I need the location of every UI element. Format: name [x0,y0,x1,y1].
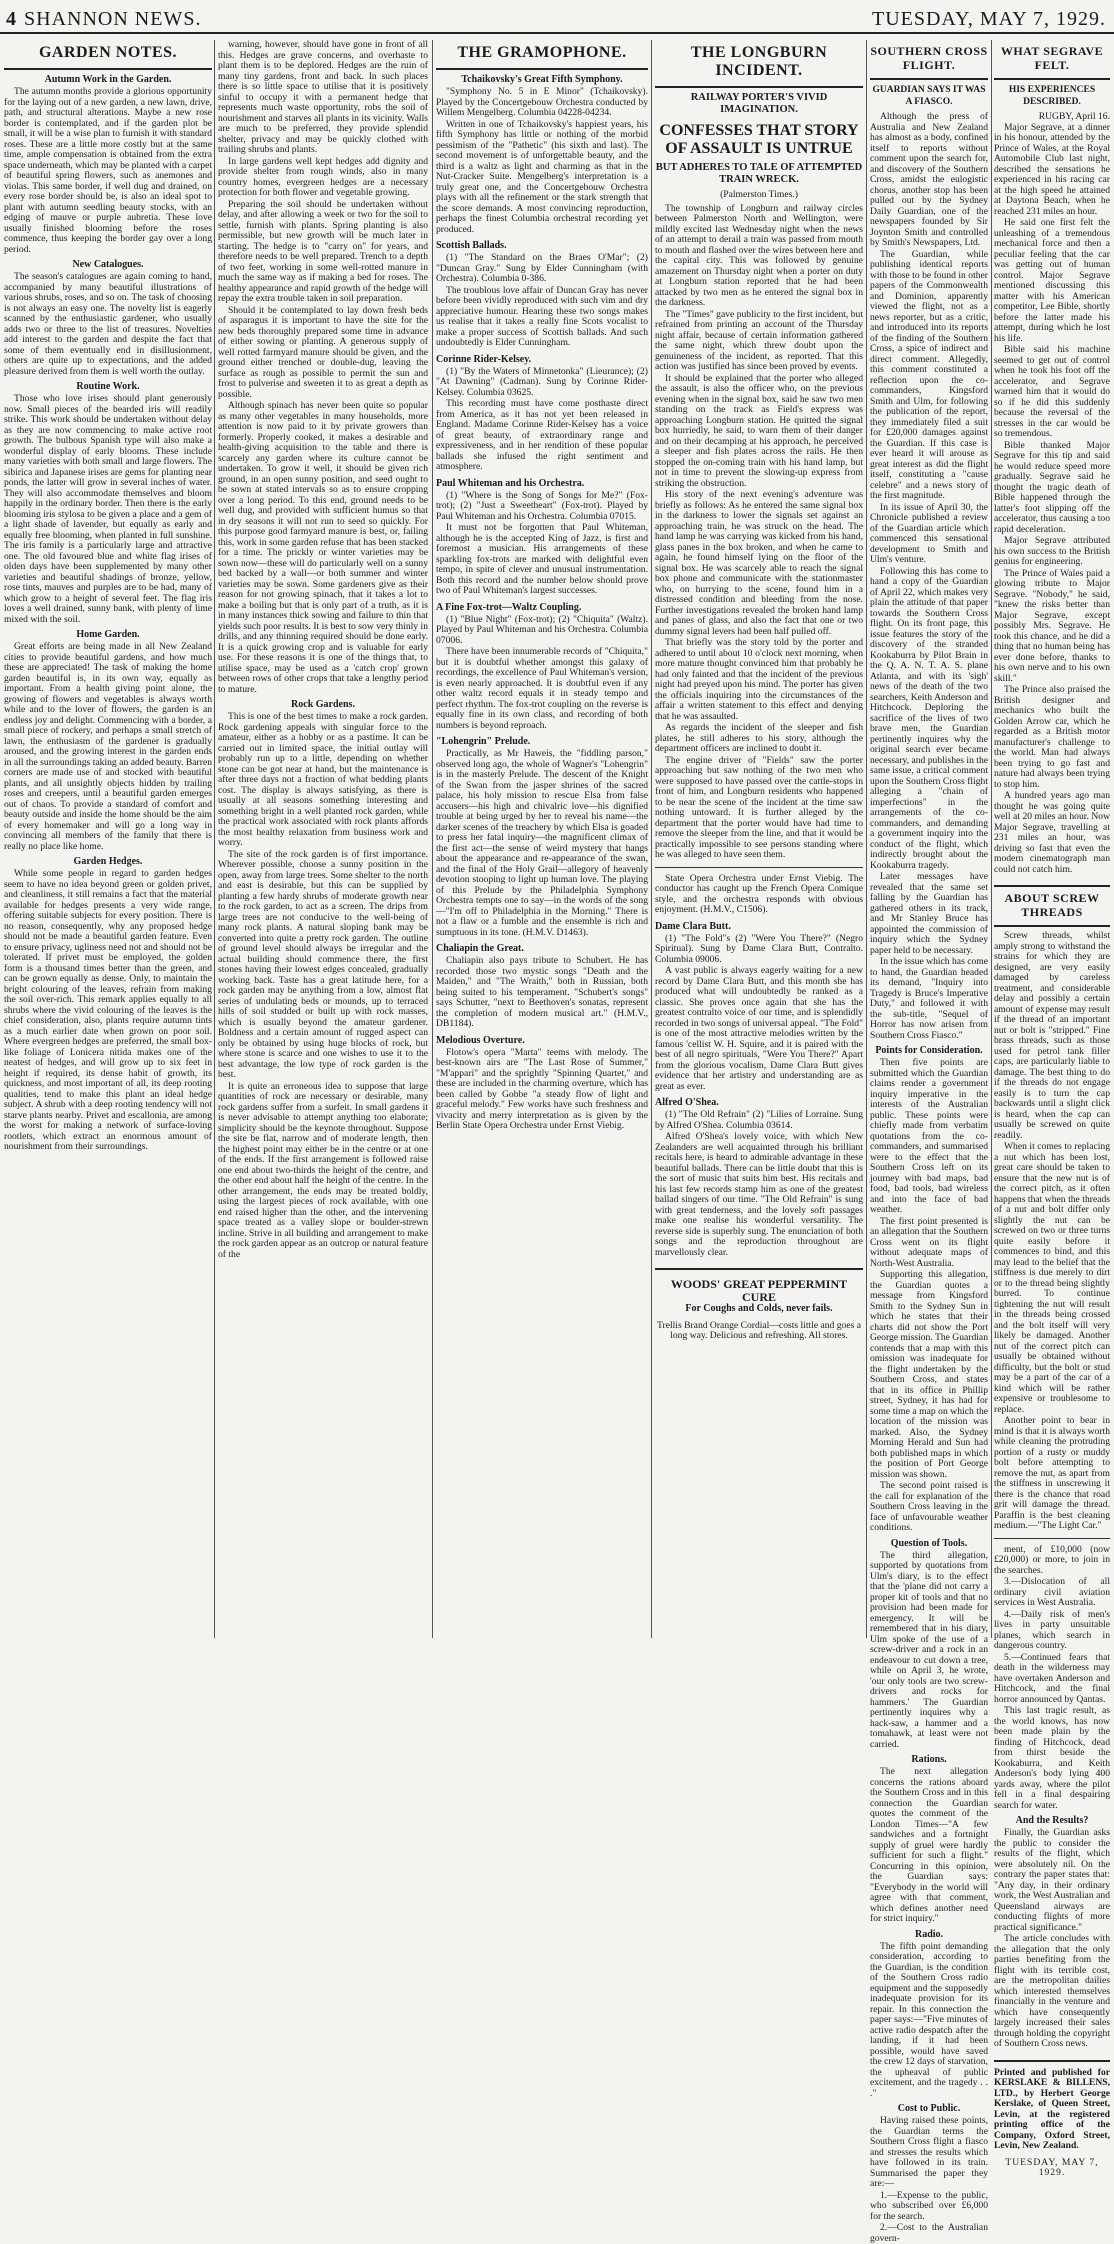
paragraph: (1) "Blue Night" (Fox-trot); (2) "Chiquita" (Waltz). Played by Paul Whiteman and his Orchestra. Columbia 07006. [436,613,648,646]
page-number: 4 [6,8,16,30]
subheading: Chaliapin the Great. [436,943,524,954]
paragraph: (1) "The Old Refrain" (2) "Lilies of Lorraine. Sung by Alfred O'Shea. Columbia 03614. [655,1109,863,1131]
column-rule [214,40,215,1638]
paragraph: Supporting this allegation, the Guardian quotes a message from Kingsford Smith to the Sydney Sun in which he states that their charts did not show the Port George mission. The Guardian contends that a map with this omission was inadequate for the flight undertaken by the Southern Cross, and states that in its office in Phillip street, Sydney, it has had for some time a map on which the location of the mission was marked. Also, the Sydney Morning Herald and Sun had both published maps in which the position of Port George mission was shown. [870,1269,988,1480]
imprint [994,2060,1110,2179]
paragraph: Although the press of Australia and New Zealand has almost as a body, confined itself to reports without comment upon the search for, and discovery of the Southern Cross, amidst the eulogistic chorus, another stop has been pulled out by the Sydney Daily Guardian, one of the newspapers founded by Sir Joynton Smith and controlled by Smith's Newspapers, Ltd. [870,111,988,248]
paragraph: It is quite an erroneous idea to suppose that large quantities of rock are necessary or desirable, many rock gardens suffer from a surfeit. In small gardens it is never advisable to attempt anything too elaborate; simplicity should be the keynote throughout. Suppose the site be flat, narrow and of moderate length, then the highest point may either be in the centre or at one of the ends. If the first arrangement is followed raise one end about two-thirds the height of the centre, and the other end about half the height of the centre. In the other arrangement, the ends may be treated boldly, using the largest pieces of rock available, with one end raised higher than the other, and the intervening space treated as a valley slope or boulder-strewn incline. Strive in all building and arrangement to make the rock garden appear as an outcrop or natural feature of the [218,1080,428,1260]
subheading: A Fine Fox-trot—Waltz Coupling. [436,601,582,613]
paragraph: Preparing the soil should be undertaken without delay, and after allowing a week or two for the soil to settle, furnish with plants. Spring planting is also permissible, but new growth will be much later in starting. The hedge is to "carry on" for years, and therefore needs to be well prepared. Trench to a depth of two feet, working in some well-rotted manure in much the same way as if making a bed for roses. The healthy appearance and rapid growth of the hedge will repay the extra trouble taken in soil preparation. [218,198,428,304]
longburn-column [655,40,863,1638]
paragraph: There have been innumerable records of "Chiquita," but it is doubtful whether amongst this galaxy of recordings, the excellence of Paul Whiteman's version, is even nearly approached. It is doubtful even if any other waltz record equals it in steady tempo and perfect rhythm. The fox-trot coupling on the reverse is equally fine in its own class, and recording of both numbers is beyond reproach. [436,646,648,731]
paragraph: The site of the rock garden is of first importance. Wherever possible, choose a sunny position in the open, away from large trees. Some shelter to the north and east is desirable, but this can be supplied by planting a few hardy shrubs of moderate growth near to the rock garden, to act as a screen. The drips from large trees are not conducive to the well-being of many rock plants. A natural sloping bank may be converted into quite a pretty rock garden. The outline of ground level should always be irregular and the actual building should commence there, the first stones having their lowest edges concealed, gradually working back. Taste has a great latitude here, for a rock garden may be anything from a low, almost flat series of undulating beds or mounds, up to terraced hills of soil studded or built up with rock masses, which is usually beyond the amateur gardener. Boldness and a certain amount of rugged aspect can only be obtained by using huge blocks of rock, but where stone is scarce and one wishes to use it to the best advantage, the low type of rock garden is the best. [218,848,428,1080]
screw-threads-heading: ABOUT SCREW THREADS [994,887,1110,927]
paragraph: Bible said his machine seemed to get out of control when he took his foot off the accelerator, and Segrave warned him that it would do so if he did this suddenly because the reversal of the stresses in the car would be so tremendous. [994,344,1110,439]
paragraph: (1) "By the Waters of Minnetonka" (Lieurance); (2) "At Dawning" (Cadman). Sung by Corinne Rider-Kelsey. Columbia 03625. [436,365,648,398]
paragraph: This recording must have come posthaste direct from America, as it has not yet been released in England. Madame Corinne Rider-Kelsey has a voice of great beauty, of extraordinary range and expressiveness, and in her rendition of these popular ballads she infused the right sentiment and atmosphere. [436,398,648,472]
paragraph: When it comes to replacing a nut which has been lost, great care should be taken to ensure that the new nut is of the correct pitch, as it often happens that when the threads of a nut and bolt differ only slightly the nut can be screwed on two or three turns quite easily before it commences to bind, and this may lead to the belief that the stiffness is due merely to dirt or to the thread being slightly burred. To continue tightening the nut will result in the threads being crossed and the bolt itself will very likely be damaged. Another nut of the correct pitch can usually be obtained without difficulty, but the bolt or stud may be a part of the car of a kind which will be rather expensive or troublesome to replace. [994,1141,1110,1415]
paragraph: 1.—Expense to the public, who subscribed over £6,000 for the search. [870,2189,988,2222]
paragraph: In large gardens well kept hedges add dignity and provide shelter from rough winds, also in many country homes, evergreen hedges are a necessary protection for both flower and vegetable growing. [218,155,428,198]
paragraph: Finally, the Guardian asks the public to consider the results of the flight, which were absolutely nil. On the contrary the paper states that: "Any day, in their ordinary work, the West Australian and Queensland airways are conducting flights of more practical significance." [994,1827,1110,1933]
subheading: Rock Gardens. [291,699,355,710]
paragraph: His story of the next evening's adventure was briefly as follows: As he entered the same signal box in the darkness to lower the signals set against an approaching train, he was struck on the head. The hand lamp he was carrying was kicked from his hand, glass panes in the box broken, and when he came to again, he found himself lying on the floor of the signal box. He was scarcely able to reach the signal box phone and communicate with the stationmaster who, on hurrying to the scene, found him in a distressed condition and bleeding from the nose. Further investigations revealed the broken hand lamp and panes of glass, and also the fact that one or two dummy signal levers had been half pulled off. [655,489,863,637]
paragraph: In its issue of April 30, the Chronicle published a review of the Guardian article which commenced this sensational development to Smith and Ulm's venture. [870,501,988,565]
column-rule [651,40,652,1638]
imprint-text: Printed and published for KERSLAKE & BILLENS, LTD., by Herbert George Kerslake, of Queen Street, Levin, at the registered printing office of the Company, Oxford Street, Levin, New Zealand. [994,2066,1110,2151]
divider [994,1538,1110,1539]
headline: CONFESSES THAT STORY OF ASSAULT IS UNTRUE [659,122,859,157]
paragraph: The fifth point demanding consideration, according to the Guardian, is the condition of the Southern Cross radio equipment and the supposedly inadequate provision for its repair. In this connection the paper says:—"Five minutes of active radio despatch after the landing, if it had been possible, would have saved the crew 12 days of starvation, the upheaval of public excitement, and the tragedy . . ." [870,1940,988,2099]
paragraph: The second point raised is the call for explanation of the Southern Cross leaving in the face of unfavourable weather conditions. [870,1480,988,1533]
paragraph: The next allegation concerns the rations aboard the Southern Cross and in this connection the Guardian quotes the comment of the London Times—"A few sandwiches and a fortnight supply of gruel were hardly sufficient for such a flight." Concurring in this opinion, the Guardian says: "Everybody in the world will agree with that comment, which defines another need for strict inquiry." [870,1766,988,1924]
paragraph: Later messages have revealed that the same set falling by the Guardian has gathered others in its track, and Mr Stanley Bruce has appointed the commission of inquiry which the Sydney paper held to be necessary. [870,871,988,956]
paragraph: The autumn months provide a glorious opportunity for the laying out of a new garden, a new lawn, drive, path, and structural alterations. Maybe a new rose border is contemplated, and if the garden plot be small, it will be a wise plan to furnish it with standard roses. These are a little more costly but at the same time, ample compensation is obtained from the extra space underneath, which may be planted with a carpet of beautiful spring flowers, such as anemones and violas. This same border, if well dug and drained, on every rose border should be, is also an ideal spot to plant with autumn seedling beauty stocks, with an edging of mauve or purple aubretia. These love usually finished blooming before the roses commence, thus keeping the border gay over a long period. [4,86,212,255]
paragraph: (1) "The Fold"s (2) "Were You There?" (Negro Spiritual). Sung by Dame Clara Butt, Contralto. Columbia 09006. [655,932,863,965]
subheading: Scottish Ballads. [436,240,507,251]
subheading: Question of Tools. [890,1537,968,1549]
issue-date: TUESDAY, MAY 7, 1929. [871,8,1106,30]
subheading: Corinne Rider-Kelsey. [436,353,532,365]
subheading: Points for Consideration. [875,1045,983,1056]
subheading: Autumn Work in the Garden. [44,74,172,85]
subheading: Melodious Overture. [436,1034,525,1046]
paragraph: Major Segrave attributed his own success to the British genius for engineering. [994,535,1110,567]
paragraph: As regards the incident of the sleeper and fish plates, he still adheres to his story, although the department officers are inclined to doubt it. [655,722,863,754]
paragraph: (1) "The Standard on the Braes O'Mar"; (2) "Duncan Gray." Sung by Elder Cunningham (with Orchestra). Columbia 0-386. [436,252,648,284]
masthead [0,0,1114,34]
paragraph: This last tragic result, as the world knows, has now been made plain by the finding of Hitchcock, dead from thirst beside the Kookaburra, and Keith Anderson's body lying 400 yards away, where the pilot fell in a final despairing search for water. [994,1705,1110,1811]
paragraph: This is one of the best times to make a rock garden. Rock gardening appeals with singular force to the amateur, either as a hobby or as a pastime. It can be carried out in limited space, the initial outlay will probably run up to a little, depending on whether stone can be got near at hand, but the maintenance is after three days not a fraction of what bedding plants cost. The display is always satisfying, as there is usually at all seasons something interesting and something bright in a well planted rock garden, while the practical work associated with rock plants affords the most healthy relaxation from business work and worry. [218,711,428,848]
imprint-date: TUESDAY, MAY 7, 1929. [1005,2156,1099,2178]
paragraph: Should it be contemplated to lay down fresh beds of asparagus it is important to have the site for the new beds thoroughly prepared some time in advance of either sowing or planting. A generous supply of well rotted farmyard manure should be given, and the ground either trenched or double-dug, leaving the surface as rough as possible to permit the sun and frost to pulverise and sweeten it to as great a depth as possible. [218,304,428,400]
subheading: RAILWAY PORTER'S VIVID IMAGINATION. [690,92,828,115]
subheading: Paul Whiteman and his Orchestra. [436,477,585,489]
paragraph: He said one first felt the unleashing of a tremendous mechanical force and then a peculiar feeling that the car was getting out of human control. Major Segrave mentioned discussing this matter with his American competitor, Lee Bible, shortly before the latter made his attempt, during which he lost his life. [994,217,1110,344]
paragraph: The season's catalogues are again coming to hand, accompanied by many beautiful illustrations of various shrubs, roses, and so on. The task of choosing is not always an easy one. The novelty list is eagerly scanned by the enthusiastic gardener, who usually adds two or three to the list of treasures. Novelties add interest to the garden and despite the fact that some of them eventually end in disillusionment, others are quite up to expectations, and the added pleasure derived from them is well worth the outlay. [4,271,212,377]
dateline: (Palmerston Times.) [720,189,798,200]
column-rule [866,40,867,1638]
subheading: "Lohengrin" Prelude. [436,736,531,747]
ad-body: Trellis Brand Orange Cordial—costs little and goes a long way. Delicious and refreshing. All stores. [656,1319,861,1341]
paragraph: Following this has come to hand a copy of the Guardian of April 22, which makes very plain the attitude of that paper towards the Southern Cross flight. On its front page, this issue features the story of the discovery of the stranded Kookaburra by Pilot Brain in the Q. A. N. T. A. S. plane Atlanta, and with its 'sigh' news of the death of the two searchers, Keith Anderson and Hitchcock. Deploring the sacrifice of the lives of two brave men, the Guardian pertinently inquires why the original search ever became necessary, and publishes in the same issue, a critical comment upon the Southern Cross flight alleging a "chain of imperfections" in the arrangements of the co-commanders, and demanding a government inquiry into the conduct of the flight, which indirectly brought about the Kookaburra tragedy. [870,565,988,871]
subheading: New Catalogues. [72,259,144,270]
gramophone-heading: THE GRAMOPHONE. [436,40,648,70]
paragraph: The third allegation, supported by quotations from Ulm's diary, is to the effect that the 'plane did not carry a proper kit of tools and that no provision had been made for emergency. It will be remembered that in his diary, Ulm spoke of the use of a screw-driver and a rock in an endeavour to cut down a tree, while on April 3, he wrote, 'our only tools are two screw-drivers and rocks for hammers.' The Guardian pertinently inquires why a hack-saw, a hammer and a tomahawk, at least were not carried. [870,1549,988,1750]
dateline: RUGBY, April 16. [1038,111,1110,122]
paragraph: Flotow's opera "Marta" teems with melody. The best-known airs are "The Last Rose of Summer," "M'appari" and the sprightly "Spinning Quartet," and these are included in the charming overture, which has been called by Gobbe "a steady flow of light and graceful melody." Few works have such freshness and vivacity and merry interpretation as is given by the Berlin State Opera Orchestra under Ernst Viebig. [436,1046,648,1131]
paragraph: The first point presented is an allegation that the Southern Cross went on its flight without adequate maps of North-West Australia. [870,1215,988,1269]
paragraph: Alfred O'Shea's lovely voice, with which New Zealanders are well acquainted through his brilliant recitals here, is heard to admirable advantage in these beautiful ballads. There can be little doubt that this is the sort of music that suits him best. His recitals and his last few records stamp him as one of the greatest ballad singers of our time. "The Old Refrain" is sung with great tenderness, and the lovely soft passages make one realise his wonderful versatility. The reverse side is superbly sung. The enunciation of both songs and the reproduction throughout are marvellously clear. [655,1131,863,1258]
paragraph: A vast public is always eagerly waiting for a new record by Dame Clara Butt, and this month she has produced what will undoubtedly be ranked as a classic. She proves once again that she has the greatest contralto voice of our time, and is splendidly recorded in two songs of universal appeal. "The Fold" is one of the most attractive melodies written by the famous 'cellist W. H. Squire, and it is paired with the best of all negro spirituals, "Were You There?" Apart from the glorious vocalism, Dame Clara Butt gives evidence that her artistry and understanding are as great as ever. [655,965,863,1092]
subheading: BUT ADHERES TO TALE OF ATTEMPTED TRAIN WRECK. [655,162,863,185]
paragraph: A hundred years ago man thought he was going quite well at 20 miles an hour. Now Major Segrave, travelling at 231 miles an hour, was driving so fast that even the modern cinematograph man could not catch him. [994,790,1110,875]
paragraph: (1) "Where is the Song of Songs for Me?" (Fox-trot); (2) "Just a Sweetheart" (Fox-trot). Played by Paul Whiteman and his Orchestra. Columbia 07015. [436,489,648,522]
southern-cross-column [870,40,988,2244]
paragraph: Screw threads, whilst amply strong to withstand the strains for which they are designed, are very easily damaged by careless treatment, and considerable delay and possibly a certain amount of expense may result if the thread of an important nut or bolt is "stripped." Fine brass threads, such as those used for petrol tank filler caps, are particularly liable to damage. The best thing to do if the threads do not engage easily is to turn the cap backwards until a slight click is heard, when the cap can usually be screwed on quite readily. [994,930,1110,1141]
paragraph: Although spinach has never been quite so popular as many other vegetables in many households, more attention is now paid to it by private growers than formerly. Properly cooked, it makes a desirable and health-giving acquisition to the table and there is scarcely any garden where its culture cannot be undertaken. To grow it well, it should be given rich ground, in an open sunny position, and seed ought to be sown at stated intervals so as to ensure cropping over a long period. To this end, ground needs to be well dug, and provided with sufficient humus so that in dry seasons it will not run to seed so quickly. For this purpose good farmyard manure is best, or, failing this, work in some garden refuse that has been stacked for a time. The prickly or winter varieties may be sown now—these will do particularly well on a sunny bed backed by a wall—or both summer and winter varieties may be sown. Some gardeners give as their reason for not growing spinach, that it takes a lot to make a boiling but that is only part of a truth, as it is in many instances thick sowing and failure to thin that yields such poor results. It is best to sow very thinly in drills, and any thinning required should be done early. It is a quick growing crop and is valuable for early use. For these reasons it is one of the things that, to utilise space, may be used as a 'catch crop' grown between rows of other crops that take a lengthy period to mature. [218,400,428,695]
garden-notes-heading: GARDEN NOTES. [4,40,212,70]
paragraph: The Prince of Wales paid a glowing tribute to Major Segrave. "Nobody," he said, "knew the risks better than Major Segrave, except possibly Mrs. Segrave. He took this chance, and he did a thing that no human being has ever done before, thanks to his own nerve and to his own skill." [994,567,1110,684]
subheading: Routine Work. [76,381,140,392]
southern-cross-heading: SOUTHERN CROSS FLIGHT. [870,40,988,80]
paragraph: ment, of £10,000 (now £20,000) or more, to join in the searches. [994,1543,1110,1576]
ad-subtitle: For Coughs and Colds, never fails. [685,1303,833,1314]
advertisement [655,1268,863,1342]
paragraph: The article concludes with the allegation that the only parties benefiting from the flight with its terrible cost, are the metropolitan dailies which interested themselves financially in the venture and which have consequently largely increased their sales through holding the copyright of Southern Cross news. [994,1933,1110,2049]
paragraph: Another point to bear in mind is that it is always worth while cleaning the protruding portion of a rusty or muddy bolt before attempting to remove the nut, as apart from the stiffness in unscrewing it there is the chance that road grit will damage the thread. Paraffin is the best cleaning medium.—"The Light Car." [994,1415,1110,1531]
paragraph: Chaliapin also pays tribute to Schubert. He has recorded those two mystic songs "Death and the Maiden," and "The Wraith," both in Russian, both being suited to his temperament. "Schubert's songs" says Schutter, "next to Beethoven's sonatas, represent the completion of modern musical art." (H.M.V., DB1184). [436,955,648,1029]
divider [655,867,863,868]
paragraph: 4.—Daily risk of men's lives in party unsuitable planes, which search in dangerous country. [994,1608,1110,1651]
ad-title: WOODS' GREAT PEPPERMINT CURE [670,1277,848,1304]
longburn-heading: THE LONGBURN INCIDENT. [655,40,863,88]
subheading: GUARDIAN SAYS IT WAS A FIASCO. [872,85,986,107]
garden-notes-continued [218,40,428,1638]
garden-notes-column [4,40,212,1638]
screw-threads-section [994,885,1110,1532]
paragraph: Written in one of Tchaikovsky's happiest years, his fifth Symphony has little or nothing of the morbid pessimism of the "Pathetic" (his sixth and last). The second movement is of unforgettable beauty, and the third is a waltz as light and charming as that in the Nut-Cracker Suite. Mengelberg's interpretation is a truly great one, and the Concertgebouw Orchestra plays with all the refinement or the stark strength that the score demands. A most convincing reproduction, perhaps the finest Columbia orchestral recording yet produced. [436,118,648,235]
subheading: And the Results? [1015,1815,1089,1826]
paragraph: The Prince also praised the British designer and mechanics who built the Golden Arrow car, which he regarded as a British motor manufacturer's challenge to the world. Man had always been trying to go fast and nature had always been trying to stop him. [994,684,1110,790]
subheading: Garden Hedges. [73,856,143,867]
paragraph: warning, however, should have gone in front of all this. Hedges are grave concerns, and overhaste to plant them is to be deplored. Hedges are the ruin of many tiny gardens, front and back. In such places there is so little space to utilise that it is positively sinful to occupy it with a permanent hedge that represents much waste opportunity, robs the soil of nourishment and starves all plants in its vicinity. Walls are much to be preferred, they provide splendid shelter, privacy and may be quickly clothed with trailing shrubs and plants. [218,39,428,155]
paragraph: That briefly was the story told by the porter and adhered to until about 10 o'clock next morning, when more mature thought convinced him that probably he had only fainted and that the incident of the previous night had preyed upon his mind. The porter has given the officials inquiring into the circumstances of the affair a written statement to this effect and denying that he was assaulted. [655,637,863,722]
paragraph: The troublous love affair of Duncan Gray has never before been vividly reproduced with such vim and dry appreciative humour. Hearing these two songs makes us realise that it takes a really fine Scots vocalist to make a proper success of Scottish ballads. And such undoubtedly is Elder Cunningham. [436,284,648,348]
paragraph: Great efforts are being made in all New Zealand cities to provide beautiful gardens, and how much these are appreciated! The task of making the home garden beautiful is, in its own way, equally as important. From a health giving point alone, the growing of flowers and vegetables is always worth while and to the lover of flowers, the garden is an endless joy and delight. Commencing with a border, a small piece of rockery, and perhaps a small stretch of lawn, the enthusiasm of the gardener is gradually aroused, and the growing interest in the garden ends in all the surroundings taking an added beauty. Barren corners are made use of and stocked with beautiful plants, and all unsightly objects hidden by trailing roses and creepers, until a beautiful garden emerges out of chaos. To provide a standard of comfort and beauty outside and inside the home should be the aim of every homemaker and will go a long way in convincing all members of the family that there is really no place like home. [4,641,212,852]
paragraph: 2.—Cost to the Australian govern- [870,2222,988,2244]
paragraph: Then five points are submitted which the Guardian claims render a government inquiry imperative in the interests of the Australian public. These points were chiefly made from verbatim quotations from the co-commanders, and summarised were to the effect that the Southern Cross left on its journey with bad maps, bad food, bad tools, bad wireless and into the face of bad weather. [870,1057,988,1215]
subheading: Cost to Public. [897,2103,961,2114]
subheading: Tchaikovsky's Great Fifth Symphony. [461,74,623,85]
paragraph: It must not be forgotten that Paul Whiteman, although he is the accepted King of Jazz, is first and foremost a musician. His arrangements of these sparkling fox-trots are marked with delightful even tempo, in spite of clever and unusual instrumentation. Both this record and the number below should prove two of Paul Whiteman's largest successes. [436,522,648,596]
subheading: Dame Clara Butt. [655,920,731,932]
paragraph: Having raised these points, the Guardian terms the Southern Cross flight a fiasco and stresses the results which have followed in its train. Summarised the paper they are:— [870,2115,988,2189]
paragraph: It should be explained that the porter who alleged the assault, is also the officer who, on the previous evening when in the signal box, said he saw two men standing on the track as Field's express was approaching Longburn station. He quitted the signal box hurriedly, he said, to warn them of their danger and on their decamping at his approach, he perceived a sleeper and fish plates across the rails. He then stopped the on-coming train with his hand lamp, but not in time to prevent the slowing-up express from striking the obstruction. [655,372,863,489]
subheading: Home Garden. [76,629,140,640]
gramophone-column [436,40,648,1638]
column-rule [432,40,433,1638]
paragraph: While some people in regard to garden hedges seem to have no idea beyond green or golden privet, and cleanliness, it still remains a fact that the material available for hedges presents a very wide range, offering suitable subjects for every position. There is no reason, consequently, why any proposed hedge should not be made a beautiful garden feature. Even to ensure privacy, ugliness need not and should not be tolerated. If privet must be employed, the golden form is a thousand times better than the green, and can be grown equally as dense. Only, to maintain the bright colouring of the leaves, refrain from making the soil over-rich. This remark applies equally to all shrubs where the vivid colouring of the leaves is the chief consideration, also, plants require autumn tints as a much earlier date when grown on poor soil. Where evergreen hedges are preferred, the small box-like foliage of Lonicera nitida makes one of the neatest of hedges, and will grow up to six feet in height if required, its dense habit of growth, its quickness, and most important of all, its deep rooting qualities, tend to make this plant an ideal hedge subject. A shrub with a deep rooting tendency will not starve plants nearby. Privet and escallonia, are among the worst for making a network of surface-loving rootlets, which extract an enormous amount of nourishment from their surroundings. [4,868,212,1152]
paragraph: Practically, as Mr Haweis, the "fiddling parson," observed long ago, the whole of Wagner's "Lohengrin" is in the masterly Prelude. The descent of the Knight of the Swan from the jasper shrines of the sacred palace, his holy mission to rescue Elsa from false accusers—his high and chivalric love—his dignified trouble at being urged by her to reveal his name—the darker scenes of the treachery by which Elsa is goaded to press her fatal inquiry—the magnificent climax of the first act—the sense of weird mystery that hangs about the appearance and re-appearance of the swan, and the final of the Holy Grail—allegory of heavenly devotion stooping to light up human love. The playing of this Prelude by the Philadelphia Symphony Orchestra tempts one to say—in the words of the song—"I'm off to Philadelphia in the Morning." There is not a flaw or a fumble and the ensemble is rich and sumptuous in its tone. (H.M.V. D1463). [436,748,648,938]
paragraph: Major Segrave, at a dinner in his honour, attended by the Prince of Wales, at the Royal Automobile Club last night, described the sensations he experienced in his racing car at the high speed he attained at Daytona Beach, when he reached 231 miles an hour. [994,121,1110,217]
column-rule [991,40,992,1638]
paragraph: 3.—Dislocation of all ordinary civil aviation services in West Australia. [994,1576,1110,1608]
paragraph: Bible thanked Major Segrave for this tip and said he would reduce speed more gradually. Segrave said he thought the tragic death of Bible happened through the latter's foot slipping off the accelerator, thus causing a too rapid deceleration. [994,439,1110,535]
paragraph: The "Times" gave publicity to the first incident, but refrained from printing an account of the Thursday night affair, because of certain information gathered the same night, which threw doubt upon the genuineness of the incident, as reported. That this action was justified has since been proved by events. [655,308,863,372]
newspaper-title: SHANNON NEWS. [24,8,202,30]
segrave-column [994,40,1110,2178]
subheading: Alfred O'Shea. [655,1097,719,1108]
paragraph: Those who love irises should plant generously now. Small pieces of the bearded iris will readily strike. This work should be undertaken without delay as they are now commencing to make active root growth. The bulbous Spanish type will also make a wonderful display of early blooms. These include many varieties with both small and large flowers. The sibirica and Japanese irises are gems for planting near ponds, the latter will grow in several inches of water. They will also accommodate themselves and bloom happily in the ordinary border. Then there is the early blooming iris stylosa to be given a place and a gem of a light shade of lavender, but equally as early and equally free blooming, when planted in full sunshine. The iris family is a particularly large and attractive one. The old favoured blue and white flag irises of olden days have been supplemented by many other varieties and beautiful shadings of bronze, yellow, rose tints, mauves and purples are to be had, many of which grow to a height of several feet. The flag iris loves a well drained, sunny bank, with plenty of lime mixed with the soil. [4,393,212,625]
paragraph: The township of Longburn and railway circles between Palmerston North and Wellington, were mildly excited last Wednesday night when the news of an attempt to derail a train was passed from mouth to mouth and flashed over the wires between here and the capital city. This was followed by genuine amazement on Thursday night when a porter on duty at Longburn station reported that he had been attacked by two men as he entered the signal box in the darkness. [655,202,863,308]
subheading: Radio. [914,1928,944,1940]
paragraph: In the issue which has come to hand, the Guardian headed its demand, "Inquiry into Tragedy is Bruce's Imperative Duty," and followed it with the sub-title, "Sequel of Horror has now arisen from Southern Cross Fiasco." [870,956,988,1041]
paragraph: The Guardian, while publishing identical reports with those to be found in other papers of the Commonwealth and Dominion, apparently viewed the flight, not as a news reporter, but as a critic, and introduced into its reports of the finding of the Southern Cross, a spice of indirect and direct comment. Allegedly, this comment constituted a reflection upon the co-commanders, Kingsford Smith and Ulm, for following the publication of the report, they immediately filed a suit for £20,000 damages against the Guardian. If this case is ever heard it will arouse as great interest as did the flight itself, constituting a "cause celebre" and a news story of the first magnitude. [870,248,988,501]
paragraph: 5.—Continued fears that death in the wilderness may have overtaken Anderson and Hitchcock, and the final horror announced by Qantas. [994,1651,1110,1705]
paragraph: The engine driver of "Fields" saw the porter approaching but saw nothing of the two men who were supposed to have passed over the cattle-stops in front of him, and Longburn residents who happened to be near the scene of the incident at the time saw nothing untoward. It is further alleged by the department that the porter would have had time to remove the sleeper from the line, and that it would be practically impossible to see persons standing where he was alleged to have seen them. [655,754,863,860]
paragraph: "Symphony No. 5 in E Minor" (Tchaikovsky). Played by the Concertgebouw Orchestra conducted by Willem Mengelberg. Columbia 04228-04234. [436,86,648,118]
paragraph: State Opera Orchestra under Ernst Viebig. The conductor has caught up the French Opera Comique style, and the orchestra responds with obvious enjoyment. (H.M.V., C1506). [655,872,863,915]
segrave-heading: WHAT SEGRAVE FELT. [994,40,1110,80]
subheading: HIS EXPERIENCES DESCRIBED. [1008,85,1096,107]
subheading: Rations. [911,1754,947,1765]
